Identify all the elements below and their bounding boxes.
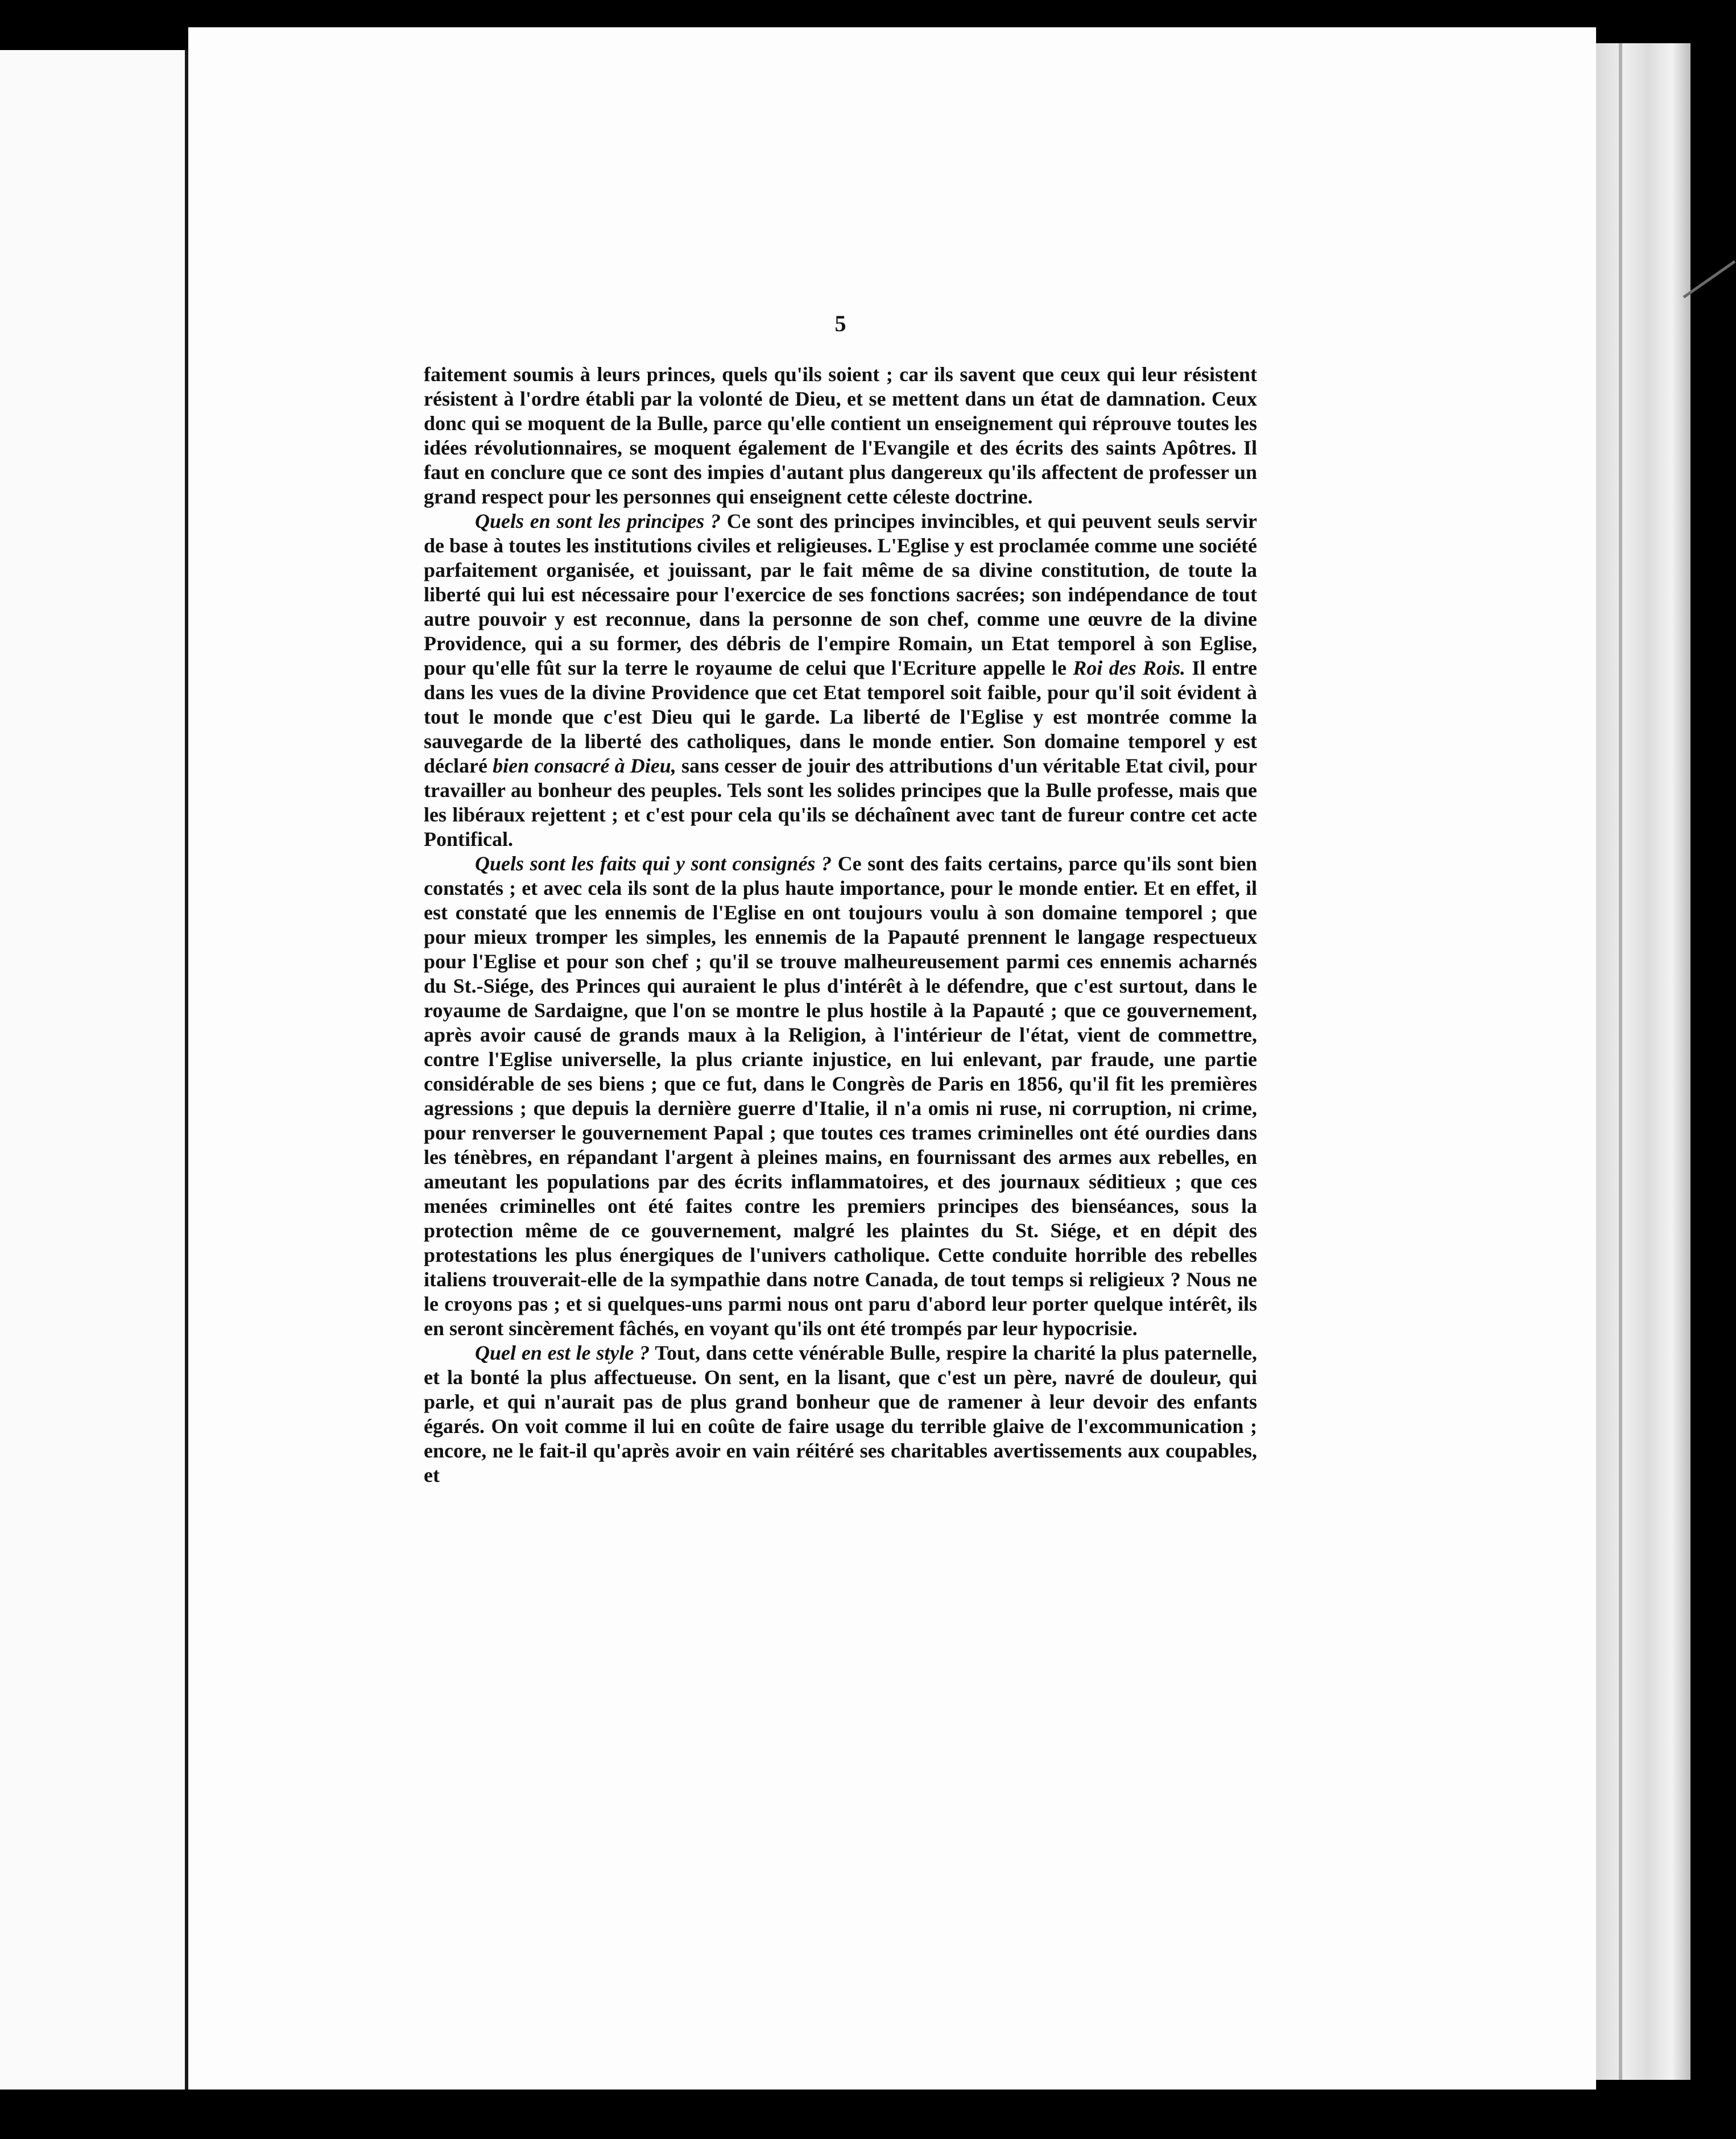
- paragraph-3: [424, 852, 1257, 1341]
- question-heading: Quel en est le style ?: [475, 1341, 650, 1364]
- text-run: sans cesser de jouir des attributions d'un véritable Etat civil, pour travailler au bonheur des peuples. Tels sont les solides principes que la Bulle professe, mais que les libéraux rejettent ; et c'est pour cela qu'ils se déchaînent avec tant de fureur contre cet acte Pontifical.: [424, 754, 1257, 850]
- text-run: Ce sont des faits certains, parce qu'ils sont bien constatés ; et avec cela ils sont de la plus haute importance, pour le monde entier. Et en effet, il est constaté que les ennemis de l'Eglise en ont toujours voulu à son domaine temporel ; que pour mieux tromper les simples, les ennemis de la Papauté prennent le langage respectueux pour l'Eglise et pour son chef ; qu'il se trouve malheureusement parmi ces ennemis acharnés du St.-Siége, des Princes qui auraient le plus d'intérêt à le défendre, que c'est surtout, dans le royaume de Sardaigne, que l'on se montre le plus hostile à la Papauté ; que ce gouvernement, après avoir causé de grands maux à la Religion, à l'intérieur de l'état, vient de commettre, contre l'Eglise universelle, la plus criante injustice, en lui enlevant, par fraude, une partie considérable de ses biens ; que ce fut, dans le Congrès de Paris en 1856, qu'il fit les premières agressions ; que depuis la dernière guerre d'Italie, il n'a omis ni ruse, ni corruption, ni crime, pour renverser le gouvernement Papal ; que toutes ces trames criminelles ont été ourdies dans les ténèbres, en répandant l'argent à pleines mains, en fournissant des armes aux rebelles, en ameutant les populations par des écrits inflammatoires, et des journaux séditieux ; que ces menées criminelles ont été faites contre les premiers principes des bienséances, sous la protection même de ce gouvernement, malgré les plaintes du St. Siége, et en dépit des protestations les plus énergiques de l'univers catholique. Cette conduite horrible des rebelles italiens trouverait-elle de la sympathie dans notre Canada, de tout temps si religieux ? Nous ne le croyons pas ; et si quelques-uns parmi nous ont paru d'abord leur porter quelque intérêt, ils en seront sincèrement fâchés, en voyant qu'ils ont été trompés par leur hypocrisie.: [424, 852, 1258, 1340]
- edge-tick-mark: [1683, 260, 1736, 298]
- paragraph-2: [424, 509, 1257, 852]
- paragraph-4: [424, 1341, 1257, 1488]
- left-page-edge: [0, 50, 188, 2090]
- paragraph-1: [424, 362, 1257, 509]
- question-heading: Quels en sont les principes ?: [475, 510, 721, 532]
- text-run: faitement soumis à leurs princes, quels qu'ils soient ; car ils savent que ceux qui leur résistent résistent à l'ordre établi par la volonté de Dieu, et se mettent dans un état de damnation. Ceux donc qui se moquent de la Bulle, parce qu'elle contient un enseignement qui réprouve toutes les idées révolutionnaires, se moquent également de l'Evangile et des écrits des saints Apôtres. Il faut en conclure que ce sont des impies d'autant plus dangereux qu'ils affectent de professer un grand respect pour les personnes qui enseignent cette céleste doctrine.: [424, 363, 1257, 508]
- text-run: Tout, dans cette vénérable Bulle, respire la charité la plus paternelle, et la bonté la plus affectueuse. On sent, en la lisant, que c'est un père, navré de douleur, qui parle, et qui n'aurait pas de plus grand bonheur que de ramener à leur devoir des enfants égarés. On voit comme il lui en coûte de faire usage du terrible glaive de l'excommunication ; encore, ne le fait-il qu'après avoir en vain réitéré ses charitables avertissements aux coupables, et: [424, 1341, 1257, 1486]
- text-column: [424, 310, 1257, 1488]
- italic-phrase: bien consacré à Dieu,: [493, 754, 676, 777]
- page-fold-line: [1619, 43, 1622, 2080]
- page-number: 5: [834, 311, 846, 336]
- italic-phrase: Roi des Rois.: [1073, 656, 1185, 679]
- question-heading: Quels sont les faits qui y sont consignés ?: [475, 852, 832, 875]
- right-page-edge: [1596, 43, 1690, 2080]
- text-run: Il entre dans les vues de la divine Providence que cet Etat temporel soit faible, pour qu'il soit évident à tout le monde que c'est Dieu qui le garde. La liberté de l'Eglise y est montrée comme la sauvegarde de la liberté des catholiques, dans le monde entier. Son domaine temporel y est déclaré: [424, 656, 1257, 777]
- text-run: Ce sont des principes invincibles, et qui peuvent seuls servir de base à toutes les institutions civiles et religieuses. L'Eglise y est proclamée comme une société parfaitement organisée, et jouissant, par le fait même de sa divine constitution, de toute la liberté qui lui est nécessaire pour l'exercice de ses fonctions sacrées; son indépendance de tout autre pouvoir y est reconnue, dans la personne de son chef, comme une œuvre de la divine Providence, qui a su former, des débris de l'empire Romain, un Etat temporel à son Eglise, pour qu'elle fût sur la terre le royaume de celui que l'Ecriture appelle le: [424, 510, 1257, 679]
